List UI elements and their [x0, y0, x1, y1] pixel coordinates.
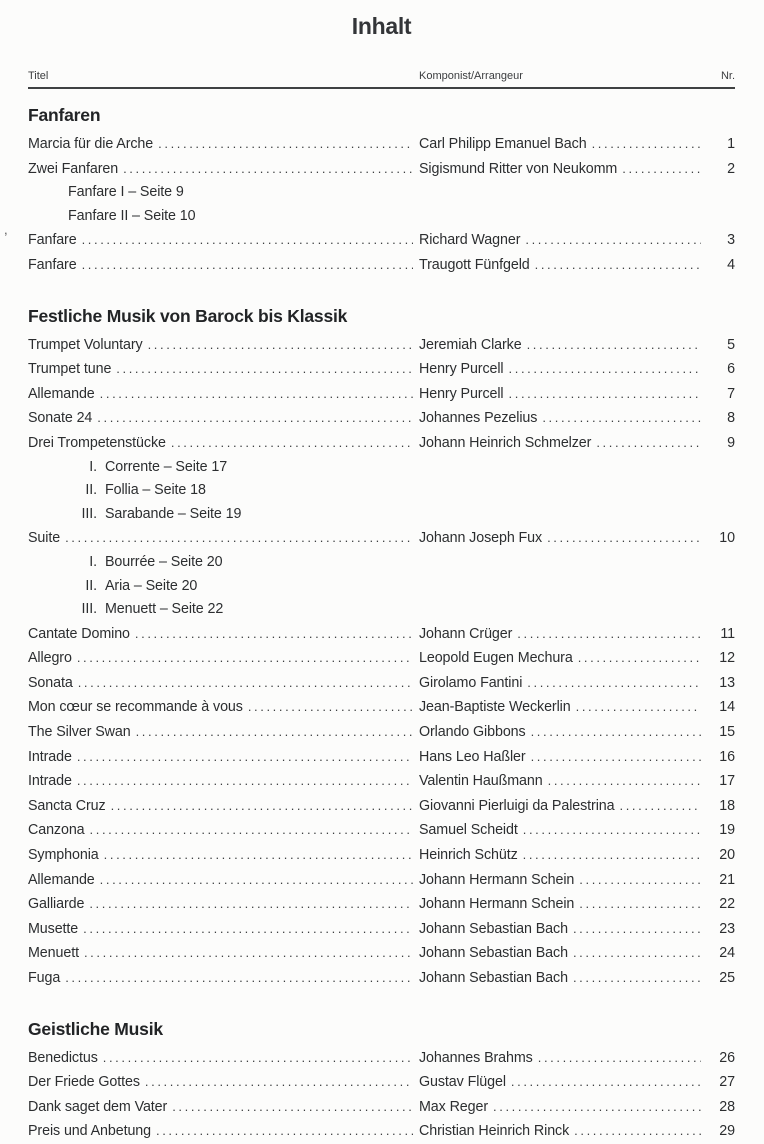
entry-title: Drei Trompetenstücke [28, 434, 166, 451]
entry-title-cell [28, 695, 413, 720]
dot-leader [82, 253, 413, 278]
entry-composer-cell [413, 769, 701, 794]
dot-leader [509, 357, 701, 382]
entry-number: 26 [719, 1049, 735, 1066]
entry-number: 21 [719, 871, 735, 888]
entry-title-cell [28, 406, 413, 431]
dot-leader [619, 794, 701, 819]
entry-composer: Girolamo Fantini [419, 674, 523, 691]
section-heading: Fanfaren [28, 105, 101, 125]
entry-number: 14 [719, 699, 735, 716]
dot-leader [148, 333, 413, 358]
entry-composer-cell [413, 622, 701, 647]
entry-title-cell [28, 253, 413, 278]
entry-title: Zwei Fanfaren [28, 160, 119, 177]
subentry-text: Follia – Seite 18 [105, 482, 206, 499]
entry-composer: Gustav Flügel [419, 1074, 506, 1091]
dot-leader [531, 720, 701, 745]
entry-title: Trumpet Voluntary [28, 336, 143, 353]
dot-leader [89, 892, 413, 917]
entry-title-cell [28, 622, 413, 647]
entry-composer: Johann Sebastian Bach [419, 970, 568, 986]
dot-leader [576, 695, 701, 720]
toc-section [28, 1018, 735, 1144]
subentry-text: Aria – Seite 20 [105, 577, 198, 594]
entry-composer-cell [413, 132, 701, 157]
entry-composer: Max Reger [419, 1098, 489, 1115]
dot-leader [65, 966, 413, 991]
dot-leader [573, 966, 701, 991]
column-headers [28, 70, 735, 83]
section-heading: Geistliche Musik [28, 1018, 163, 1039]
toc-entry-row [28, 157, 735, 182]
entry-title: Menuett [28, 945, 79, 962]
toc-entry-row [28, 622, 735, 647]
entry-title: Fuga [28, 970, 61, 986]
entry-composer: Carl Philipp Emanuel Bach [419, 136, 587, 152]
entry-composer: Henry Purcell [419, 385, 504, 402]
header-rule [28, 87, 735, 89]
toc-entry-row [28, 646, 735, 671]
dot-leader [523, 843, 701, 868]
dot-leader [527, 671, 701, 696]
dot-leader [123, 157, 413, 182]
entry-title: Mon cœur se recommande à vous [28, 699, 243, 716]
entry-composer: Richard Wagner [419, 232, 521, 249]
entry-title-cell [28, 892, 413, 917]
entry-title: Canzona [28, 822, 85, 839]
entry-number: 16 [719, 748, 735, 765]
column-header-titel: Titel [28, 70, 49, 82]
entry-composer: Valentin Haußmann [419, 773, 543, 790]
entry-composer: Johannes Brahms [419, 1049, 533, 1066]
entry-title: Fanfare [28, 232, 77, 249]
entry-composer-cell [413, 794, 701, 819]
dot-leader [82, 228, 413, 253]
entry-title-cell [28, 1070, 413, 1095]
toc-subentry-row [28, 551, 735, 575]
entry-title: Sancta Cruz [28, 797, 106, 814]
toc-subentry-row [28, 479, 735, 503]
dot-leader [103, 1046, 413, 1071]
dot-leader [509, 382, 701, 407]
toc-subentry-row [28, 503, 735, 527]
section-entries [28, 333, 735, 991]
dot-leader [548, 769, 701, 794]
entry-composer: Christian Heinrich Rinck [419, 1123, 570, 1140]
entry-composer: Johann Heinrich Schmelzer [419, 434, 592, 451]
entry-composer-cell [413, 157, 701, 182]
toc-entry-row [28, 132, 735, 157]
entry-title: Galliarde [28, 896, 85, 913]
entry-title-cell [28, 917, 413, 942]
entry-number: 11 [720, 625, 735, 642]
entry-composer-cell [413, 1070, 701, 1095]
toc-entry-row [28, 1070, 735, 1095]
page-title: Inhalt [351, 13, 412, 39]
dot-leader [156, 1119, 413, 1144]
entry-number: 8 [727, 410, 735, 427]
sections-container [28, 104, 735, 1144]
entry-composer: Sigismund Ritter von Neukomm [419, 160, 618, 177]
entry-number: 15 [719, 724, 735, 741]
toc-subentry-row [28, 575, 735, 599]
dot-leader [136, 720, 413, 745]
entry-title: Allegro [28, 650, 72, 667]
dot-leader [493, 1095, 701, 1120]
entry-title: Suite [28, 530, 61, 547]
dot-leader [84, 941, 413, 966]
dot-leader [100, 868, 413, 893]
dot-leader [579, 868, 701, 893]
entry-number: 12 [719, 650, 735, 667]
dot-leader [622, 157, 701, 182]
dot-leader [525, 228, 701, 253]
entry-title: Dank saget dem Vater [28, 1098, 168, 1115]
column-header-komponist: Komponist/Arrangeur [419, 70, 523, 82]
entry-title: Intrade [28, 773, 72, 790]
entry-composer-cell [413, 357, 701, 382]
dot-leader [90, 818, 413, 843]
dot-leader [547, 526, 701, 551]
entry-composer-cell [413, 526, 701, 551]
entry-title-cell [28, 720, 413, 745]
dot-leader [116, 357, 413, 382]
entry-composer-cell [413, 646, 701, 671]
dot-leader [78, 671, 413, 696]
toc-entry-row [28, 406, 735, 431]
entry-composer-cell [413, 818, 701, 843]
entry-composer-cell [413, 431, 701, 456]
entry-number: 7 [727, 385, 735, 402]
dot-leader [579, 892, 701, 917]
scan-artifact-comma: , [4, 222, 8, 237]
toc-entry-row [28, 333, 735, 358]
toc-entry-row [28, 868, 735, 893]
entry-number: 13 [719, 674, 735, 691]
dot-leader [574, 1119, 701, 1144]
entry-composer: Samuel Scheidt [419, 822, 518, 839]
entry-number: 17 [719, 773, 735, 790]
subentry-text: Corrente – Seite 17 [105, 458, 228, 475]
subentry-text: Fanfare I – Seite 9 [68, 184, 184, 201]
entry-number: 6 [727, 361, 735, 378]
toc-entry-row [28, 892, 735, 917]
entry-title-cell [28, 1046, 413, 1071]
entry-number: 24 [719, 945, 735, 962]
entry-composer-cell [413, 1095, 701, 1120]
toc-entry-row [28, 966, 735, 991]
dot-leader [596, 431, 701, 456]
entry-composer: Jean-Baptiste Weckerlin [419, 699, 571, 716]
dot-leader [77, 646, 413, 671]
entry-title-cell [28, 1119, 413, 1144]
entry-number: 29 [719, 1123, 735, 1140]
toc-section [28, 104, 735, 278]
section-entries [28, 132, 735, 278]
dot-leader [83, 917, 413, 942]
entry-title-cell [28, 794, 413, 819]
entry-title-cell [28, 1095, 413, 1120]
entry-title: Benedictus [28, 1049, 98, 1066]
dot-leader [158, 132, 413, 157]
entry-title: Musette [28, 920, 79, 937]
toc-entry-row [28, 720, 735, 745]
toc-entry-row [28, 745, 735, 770]
entry-composer: Johann Sebastian Bach [419, 945, 568, 962]
entry-composer: Giovanni Pierluigi da Palestrina [419, 797, 615, 814]
dot-leader [171, 431, 413, 456]
entry-composer-cell [413, 695, 701, 720]
entry-composer: Henry Purcell [419, 361, 504, 378]
toc-entry-row [28, 382, 735, 407]
entry-number: 5 [727, 336, 735, 353]
toc-entry-row [28, 526, 735, 551]
toc-entry-row [28, 941, 735, 966]
entry-number: 25 [719, 970, 735, 986]
toc-entry-row [28, 769, 735, 794]
dot-leader [65, 526, 413, 551]
toc-subentry-row [28, 181, 735, 205]
entry-composer-cell [413, 228, 701, 253]
toc-entry-row [28, 253, 735, 278]
entry-title-cell [28, 157, 413, 182]
column-header-nr: Nr. [720, 70, 735, 82]
entry-composer-cell [413, 917, 701, 942]
dot-leader [578, 646, 701, 671]
entry-number: 27 [719, 1074, 735, 1091]
entry-title-cell [28, 431, 413, 456]
dot-leader [97, 406, 413, 431]
entry-composer: Leopold Eugen Mechura [419, 650, 573, 667]
toc-subentry-row [28, 456, 735, 480]
dot-leader [248, 695, 413, 720]
entry-composer: Johann Hermann Schein [419, 896, 575, 913]
entry-composer-cell [413, 720, 701, 745]
subentry-numeral: II. [85, 577, 97, 594]
dot-leader [542, 406, 701, 431]
entry-title-cell [28, 966, 413, 991]
subentry-text: Fanfare II – Seite 10 [68, 207, 196, 224]
dot-leader [77, 745, 413, 770]
dot-leader [104, 843, 413, 868]
toc-entry-row [28, 1119, 735, 1144]
entry-title-cell [28, 769, 413, 794]
toc-entry-row [28, 818, 735, 843]
entry-title-cell [28, 526, 413, 551]
entry-title: Sonate 24 [28, 410, 93, 427]
subentry-numeral: I. [89, 458, 97, 475]
toc-section [28, 305, 735, 991]
entry-number: 2 [727, 160, 735, 177]
entry-composer-cell [413, 843, 701, 868]
subentry-numeral: III. [81, 505, 97, 522]
entry-number: 18 [719, 797, 735, 814]
dot-leader [523, 818, 701, 843]
section-entries [28, 1046, 735, 1144]
toc-entry-row [28, 1046, 735, 1071]
subentry-numeral: II. [85, 482, 97, 499]
entry-composer: Johannes Pezelius [419, 410, 538, 427]
entry-composer-cell [413, 333, 701, 358]
entry-composer: Heinrich Schütz [419, 847, 518, 864]
entry-title: Allemande [28, 385, 95, 402]
entry-title-cell [28, 868, 413, 893]
entry-title-cell [28, 357, 413, 382]
subentry-text: Bourrée – Seite 20 [105, 553, 223, 570]
entry-number: 28 [719, 1098, 735, 1115]
entry-number: 1 [727, 136, 735, 152]
subentry-text: Menuett – Seite 22 [105, 601, 224, 618]
entry-composer: Johann Hermann Schein [419, 871, 575, 888]
entry-title-cell [28, 132, 413, 157]
entry-composer-cell [413, 966, 701, 991]
dot-leader [573, 941, 701, 966]
toc-entry-row [28, 431, 735, 456]
entry-composer-cell [413, 868, 701, 893]
entry-title: Symphonia [28, 847, 99, 864]
toc-entry-row [28, 671, 735, 696]
entry-composer-cell [413, 1046, 701, 1071]
dot-leader [535, 253, 701, 278]
dot-leader [538, 1046, 701, 1071]
entry-title-cell [28, 671, 413, 696]
entry-composer: Hans Leo Haßler [419, 748, 526, 765]
toc-entry-row [28, 843, 735, 868]
entry-composer: Traugott Fünfgeld [419, 256, 530, 273]
entry-title-cell [28, 843, 413, 868]
toc-subentry-row [28, 598, 735, 622]
entry-title: Cantate Domino [28, 625, 130, 642]
entry-title: Der Friede Gottes [28, 1074, 140, 1091]
entry-number: 4 [727, 256, 735, 273]
entry-title: Allemande [28, 871, 95, 888]
entry-title-cell [28, 941, 413, 966]
dot-leader [511, 1070, 701, 1095]
entry-title-cell [28, 228, 413, 253]
entry-title-cell [28, 333, 413, 358]
subentry-numeral: III. [81, 601, 97, 618]
entry-title: Marcia für die Arche [28, 136, 154, 152]
section-heading: Festliche Musik von Barock bis Klassik [28, 305, 348, 326]
dot-leader [517, 622, 701, 647]
entry-title: Intrade [28, 748, 72, 765]
entry-composer: Orlando Gibbons [419, 724, 526, 741]
entry-composer-cell [413, 745, 701, 770]
entry-title: The Silver Swan [28, 724, 131, 741]
dot-leader [172, 1095, 413, 1120]
entry-title-cell [28, 646, 413, 671]
dot-leader [531, 745, 701, 770]
entry-title: Trumpet tune [28, 361, 112, 378]
entry-title: Preis und Anbetung [28, 1123, 151, 1140]
entry-composer-cell [413, 941, 701, 966]
toc-entry-row [28, 794, 735, 819]
entry-number: 23 [719, 920, 735, 937]
entry-composer-cell [413, 253, 701, 278]
entry-number: 3 [727, 232, 735, 249]
dot-leader [527, 333, 701, 358]
toc-entry-row [28, 357, 735, 382]
entry-composer-cell [413, 671, 701, 696]
dot-leader [100, 382, 413, 407]
entry-composer-cell [413, 892, 701, 917]
dot-leader [135, 622, 413, 647]
entry-composer: Johann Joseph Fux [419, 530, 543, 547]
toc-entry-row [28, 1095, 735, 1120]
dot-leader [77, 769, 413, 794]
entry-composer: Jeremiah Clarke [419, 336, 522, 353]
dot-leader [573, 917, 701, 942]
entry-composer: Johann Sebastian Bach [419, 920, 568, 937]
entry-composer-cell [413, 382, 701, 407]
toc-entry-row [28, 917, 735, 942]
dot-leader [145, 1070, 413, 1095]
entry-number: 22 [719, 896, 735, 913]
subentry-numeral: I. [89, 553, 97, 570]
entry-number: 20 [719, 847, 735, 864]
entry-title-cell [28, 818, 413, 843]
toc-entry-row [28, 228, 735, 253]
dot-leader [592, 132, 701, 157]
entry-composer-cell [413, 1119, 701, 1144]
toc-entry-row [28, 695, 735, 720]
entry-composer: Johann Crüger [419, 625, 513, 642]
entry-number: 9 [727, 434, 735, 451]
subentry-text: Sarabande – Seite 19 [105, 505, 242, 522]
entry-title-cell [28, 382, 413, 407]
entry-composer-cell [413, 406, 701, 431]
entry-title-cell [28, 745, 413, 770]
toc-subentry-row [28, 205, 735, 229]
dot-leader [111, 794, 413, 819]
entry-number: 19 [719, 822, 735, 839]
entry-title: Sonata [28, 674, 73, 691]
entry-title: Fanfare [28, 256, 77, 273]
entry-number: 10 [719, 530, 735, 547]
